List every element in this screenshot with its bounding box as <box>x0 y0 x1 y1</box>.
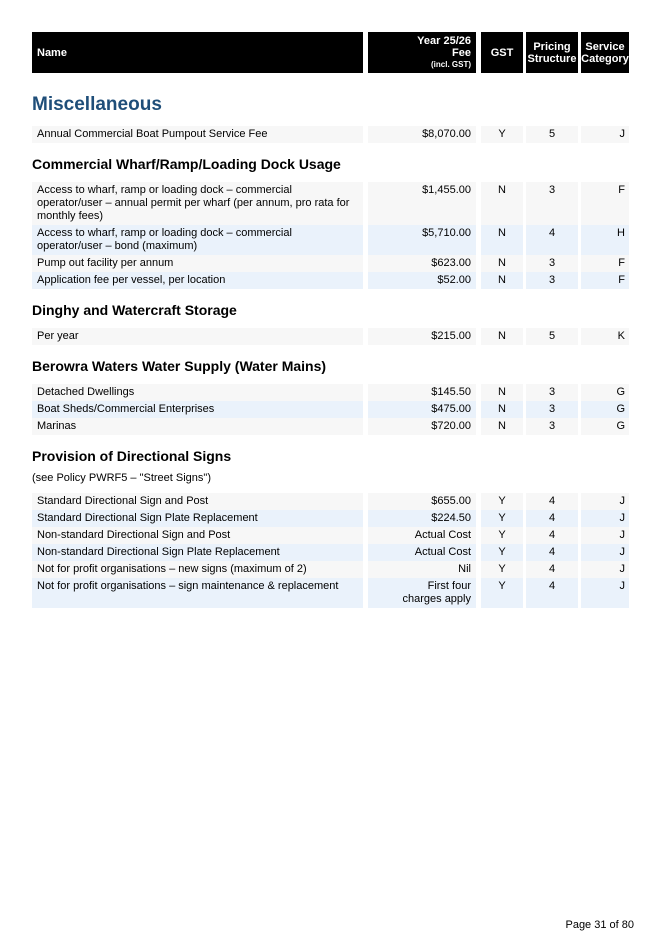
table-row <box>32 418 634 435</box>
row-name: Standard Directional Sign Plate Replacement <box>32 510 363 527</box>
row-pricing: 4 <box>526 544 578 561</box>
row-pricing: 3 <box>526 418 578 435</box>
row-service: K <box>581 328 629 345</box>
row-service: J <box>581 544 629 561</box>
row-service: F <box>581 182 629 225</box>
table-row <box>32 328 634 345</box>
fee-group <box>32 357 634 435</box>
table-row <box>32 401 634 418</box>
fee-group <box>32 301 634 345</box>
row-fee: $145.50 <box>368 384 476 401</box>
row-fee: $475.00 <box>368 401 476 418</box>
row-gst: N <box>481 225 523 255</box>
fee-groups <box>32 126 634 608</box>
row-pricing: 5 <box>526 126 578 143</box>
table-header <box>32 32 634 73</box>
row-fee: $655.00 <box>368 493 476 510</box>
row-name: Access to wharf, ramp or loading dock – commercial operator/user – annual permit per wharf (per annum, pro rata for monthly fees) <box>32 182 363 225</box>
row-fee: First four charges apply <box>368 578 476 608</box>
page-number: Page 31 of 80 <box>565 919 634 931</box>
table-row <box>32 255 634 272</box>
row-name: Access to wharf, ramp or loading dock – commercial operator/user – bond (maximum) <box>32 225 363 255</box>
group-note: (see Policy PWRF5 – "Street Signs") <box>32 472 211 484</box>
row-pricing: 4 <box>526 493 578 510</box>
section-title: Miscellaneous <box>32 94 162 115</box>
row-gst: N <box>481 418 523 435</box>
row-pricing: 4 <box>526 527 578 544</box>
row-name: Boat Sheds/Commercial Enterprises <box>32 401 363 418</box>
row-service: J <box>581 510 629 527</box>
row-service: F <box>581 272 629 289</box>
header-pricing <box>526 32 578 73</box>
header-fee-line1: Year 25/26 <box>417 34 471 47</box>
row-gst: Y <box>481 578 523 608</box>
table-row <box>32 126 634 143</box>
table-row <box>32 182 634 225</box>
row-fee: $215.00 <box>368 328 476 345</box>
row-service: J <box>581 493 629 510</box>
group-title: Berowra Waters Water Supply (Water Mains) <box>32 358 327 374</box>
row-gst: Y <box>481 493 523 510</box>
row-name: Application fee per vessel, per location <box>32 272 363 289</box>
row-fee: $720.00 <box>368 418 476 435</box>
table-row <box>32 578 634 608</box>
row-pricing: 3 <box>526 401 578 418</box>
row-gst: N <box>481 255 523 272</box>
row-fee: Nil <box>368 561 476 578</box>
table-row <box>32 225 634 255</box>
row-fee: $1,455.00 <box>368 182 476 225</box>
row-service: J <box>581 126 629 143</box>
row-name: Not for profit organisations – sign maintenance & replacement <box>32 578 363 608</box>
row-name: Standard Directional Sign and Post <box>32 493 363 510</box>
table-row <box>32 493 634 510</box>
row-pricing: 3 <box>526 384 578 401</box>
table-row <box>32 527 634 544</box>
header-fee <box>368 32 476 73</box>
table-row <box>32 544 634 561</box>
header-fee-line3: (incl. GST) <box>431 59 471 69</box>
row-pricing: 4 <box>526 578 578 608</box>
row-service: H <box>581 225 629 255</box>
row-gst: Y <box>481 527 523 544</box>
group-title: Commercial Wharf/Ramp/Loading Dock Usage <box>32 156 341 172</box>
header-service <box>581 32 629 73</box>
header-pricing-line2: Structure <box>527 52 577 65</box>
row-service: G <box>581 418 629 435</box>
group-title: Provision of Directional Signs <box>32 448 232 464</box>
row-gst: N <box>481 384 523 401</box>
table-row <box>32 272 634 289</box>
header-name: Name <box>32 32 363 73</box>
row-fee: Actual Cost <box>368 544 476 561</box>
group-title: Dinghy and Watercraft Storage <box>32 302 237 318</box>
row-name: Marinas <box>32 418 363 435</box>
row-name: Non-standard Directional Sign and Post <box>32 527 363 544</box>
row-pricing: 3 <box>526 255 578 272</box>
row-pricing: 4 <box>526 510 578 527</box>
fee-group <box>32 155 634 289</box>
row-pricing: 3 <box>526 182 578 225</box>
row-fee: $623.00 <box>368 255 476 272</box>
row-name: Annual Commercial Boat Pumpout Service Fee <box>32 126 363 143</box>
row-name: Not for profit organisations – new signs (maximum of 2) <box>32 561 363 578</box>
row-gst: N <box>481 328 523 345</box>
row-gst: Y <box>481 510 523 527</box>
table-row <box>32 510 634 527</box>
row-service: J <box>581 561 629 578</box>
fee-group <box>32 447 634 608</box>
fee-group <box>32 126 634 143</box>
row-gst: N <box>481 182 523 225</box>
row-pricing: 4 <box>526 561 578 578</box>
header-pricing-line1: Pricing <box>533 40 571 53</box>
row-service: J <box>581 527 629 544</box>
row-fee: $52.00 <box>368 272 476 289</box>
row-gst: N <box>481 401 523 418</box>
row-name: Non-standard Directional Sign Plate Replacement <box>32 544 363 561</box>
row-name: Per year <box>32 328 363 345</box>
row-pricing: 4 <box>526 225 578 255</box>
header-service-line1: Service <box>585 40 625 53</box>
row-fee: $8,070.00 <box>368 126 476 143</box>
row-name: Detached Dwellings <box>32 384 363 401</box>
fee-schedule-page <box>32 32 634 608</box>
row-gst: N <box>481 272 523 289</box>
row-gst: Y <box>481 126 523 143</box>
row-service: F <box>581 255 629 272</box>
table-row <box>32 561 634 578</box>
header-gst: GST <box>481 32 523 73</box>
header-fee-line2: Fee <box>452 46 471 59</box>
row-gst: Y <box>481 544 523 561</box>
row-fee: $5,710.00 <box>368 225 476 255</box>
row-fee: Actual Cost <box>368 527 476 544</box>
row-pricing: 5 <box>526 328 578 345</box>
table-row <box>32 384 634 401</box>
row-name: Pump out facility per annum <box>32 255 363 272</box>
row-gst: Y <box>481 561 523 578</box>
row-service: G <box>581 401 629 418</box>
row-fee: $224.50 <box>368 510 476 527</box>
row-service: J <box>581 578 629 608</box>
row-pricing: 3 <box>526 272 578 289</box>
row-service: G <box>581 384 629 401</box>
header-service-line2: Category <box>581 52 629 65</box>
